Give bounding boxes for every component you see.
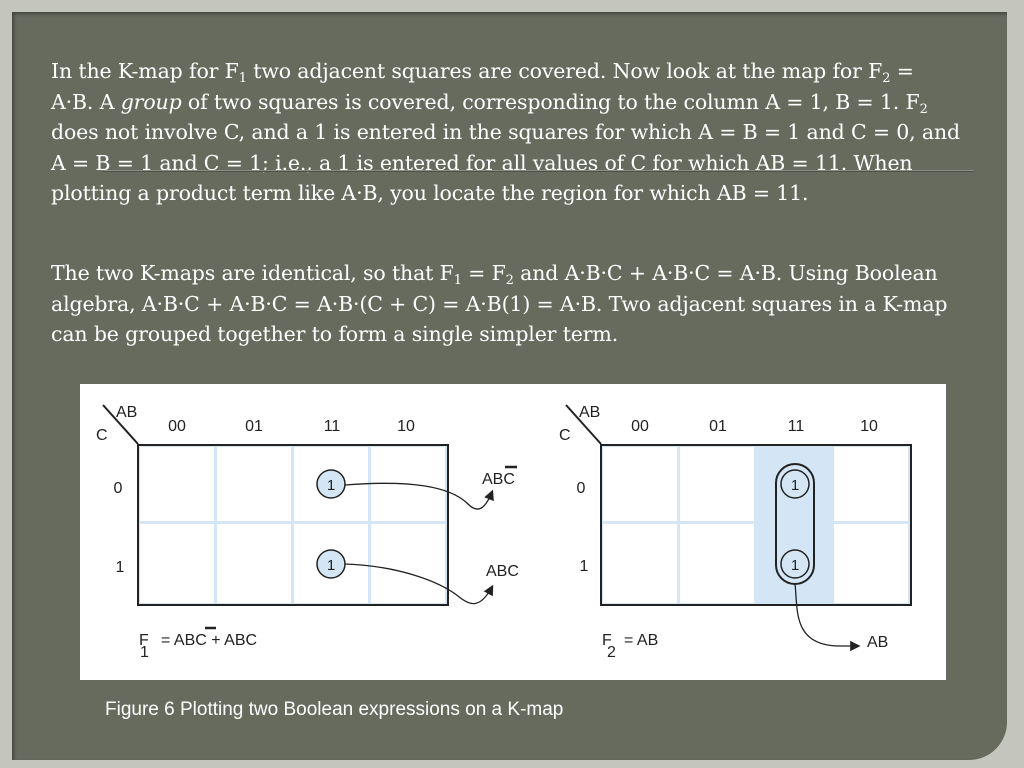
kmap-1-col-00: 00: [168, 418, 186, 435]
kmap-2-cell: [834, 447, 908, 521]
kmap-1-term-top: ABC: [482, 471, 515, 488]
kmap-1-expression: = ABC + ABC: [161, 632, 258, 649]
figure-caption: Figure 6 Plotting two Boolean expressions on a K-map: [105, 699, 564, 720]
kmap-2-col-10: 10: [860, 418, 878, 435]
kmap-2-row-0: 0: [576, 480, 586, 497]
kmap-2-value-r1: 1: [790, 557, 800, 574]
kmap-2-cell: [680, 524, 754, 603]
kmap-1-c-label: C: [96, 427, 108, 444]
kmap-1-value-r0: 1: [326, 477, 336, 494]
kmap-1-cell: [140, 524, 214, 603]
paragraph-1: In the K-map for $F_1$ two adjacent squares are covered. Now look at the map for $F_2 = A\cdot B$. A group of two squares is covered, corresponding to the column A = 1, B = 1. $F_2$ does not involve C, and a 1 is entered in the squares for which A = B = 1 and C = 0, and A = B = 1 and C = 1; i.e., a 1 is entered for all values of C for which AB = 11. When plotting a product term like A·B, you locate the region for which AB = 11.: [51, 59, 961, 205]
kmap-1-row-0: 0: [113, 480, 123, 497]
kmap-2-col-11: 11: [787, 418, 805, 435]
kmap-2-col-01: 01: [709, 418, 727, 435]
kmap-2-term: AB: [867, 634, 889, 651]
kmap-1-f-letter: F: [139, 632, 149, 649]
kmap-2: [559, 404, 911, 661]
kmap-1-col-11: 11: [323, 418, 341, 435]
kmap-2-f-subscript: 2: [607, 644, 616, 661]
kmap-2-expression: = AB: [624, 632, 659, 649]
paragraph-2: The two K-maps are identical, so that $F_1 = F_2$ and A·B·C + A·B·C = A·B. Using Boolean algebra, A·B·C + A·B·C = A·B·(C + C) = A·B(1) = A·B. Two adjacent squares in a K-map can be grouped together to form a single simpler term.: [51, 261, 948, 346]
kmap-1-row-1: 1: [115, 559, 125, 576]
kmap-1-cell: [217, 524, 291, 603]
kmap-figure: [80, 384, 946, 680]
kmap-2-cell: [603, 447, 677, 521]
kmap-1: [96, 404, 519, 661]
kmap-1-cell: [140, 447, 214, 521]
kmap-1-col-10: 10: [397, 418, 415, 435]
kmap-2-cell: [603, 524, 677, 603]
kmap-2-cell: [834, 524, 908, 603]
kmap-2-c-label: C: [559, 427, 571, 444]
kmap-2-f-letter: F: [602, 632, 612, 649]
kmap-2-col-00: 00: [631, 418, 649, 435]
kmap-2-value-r0: 1: [790, 477, 800, 494]
kmap-1-value-r1: 1: [326, 557, 336, 574]
kmap-1-cell: [217, 447, 291, 521]
kmap-diagram: [80, 384, 946, 680]
kmap-1-cell: [371, 524, 445, 603]
kmap-1-ab-label: AB: [116, 404, 138, 421]
kmap-2-row-1: 1: [579, 558, 589, 575]
divider-line: [102, 170, 974, 172]
kmap-1-col-01: 01: [245, 418, 263, 435]
kmap-2-ab-label: AB: [579, 404, 601, 421]
kmap-1-term-bottom: ABC: [486, 563, 519, 580]
kmap-2-cell: [680, 447, 754, 521]
kmap-1-f-subscript: 1: [140, 644, 149, 661]
